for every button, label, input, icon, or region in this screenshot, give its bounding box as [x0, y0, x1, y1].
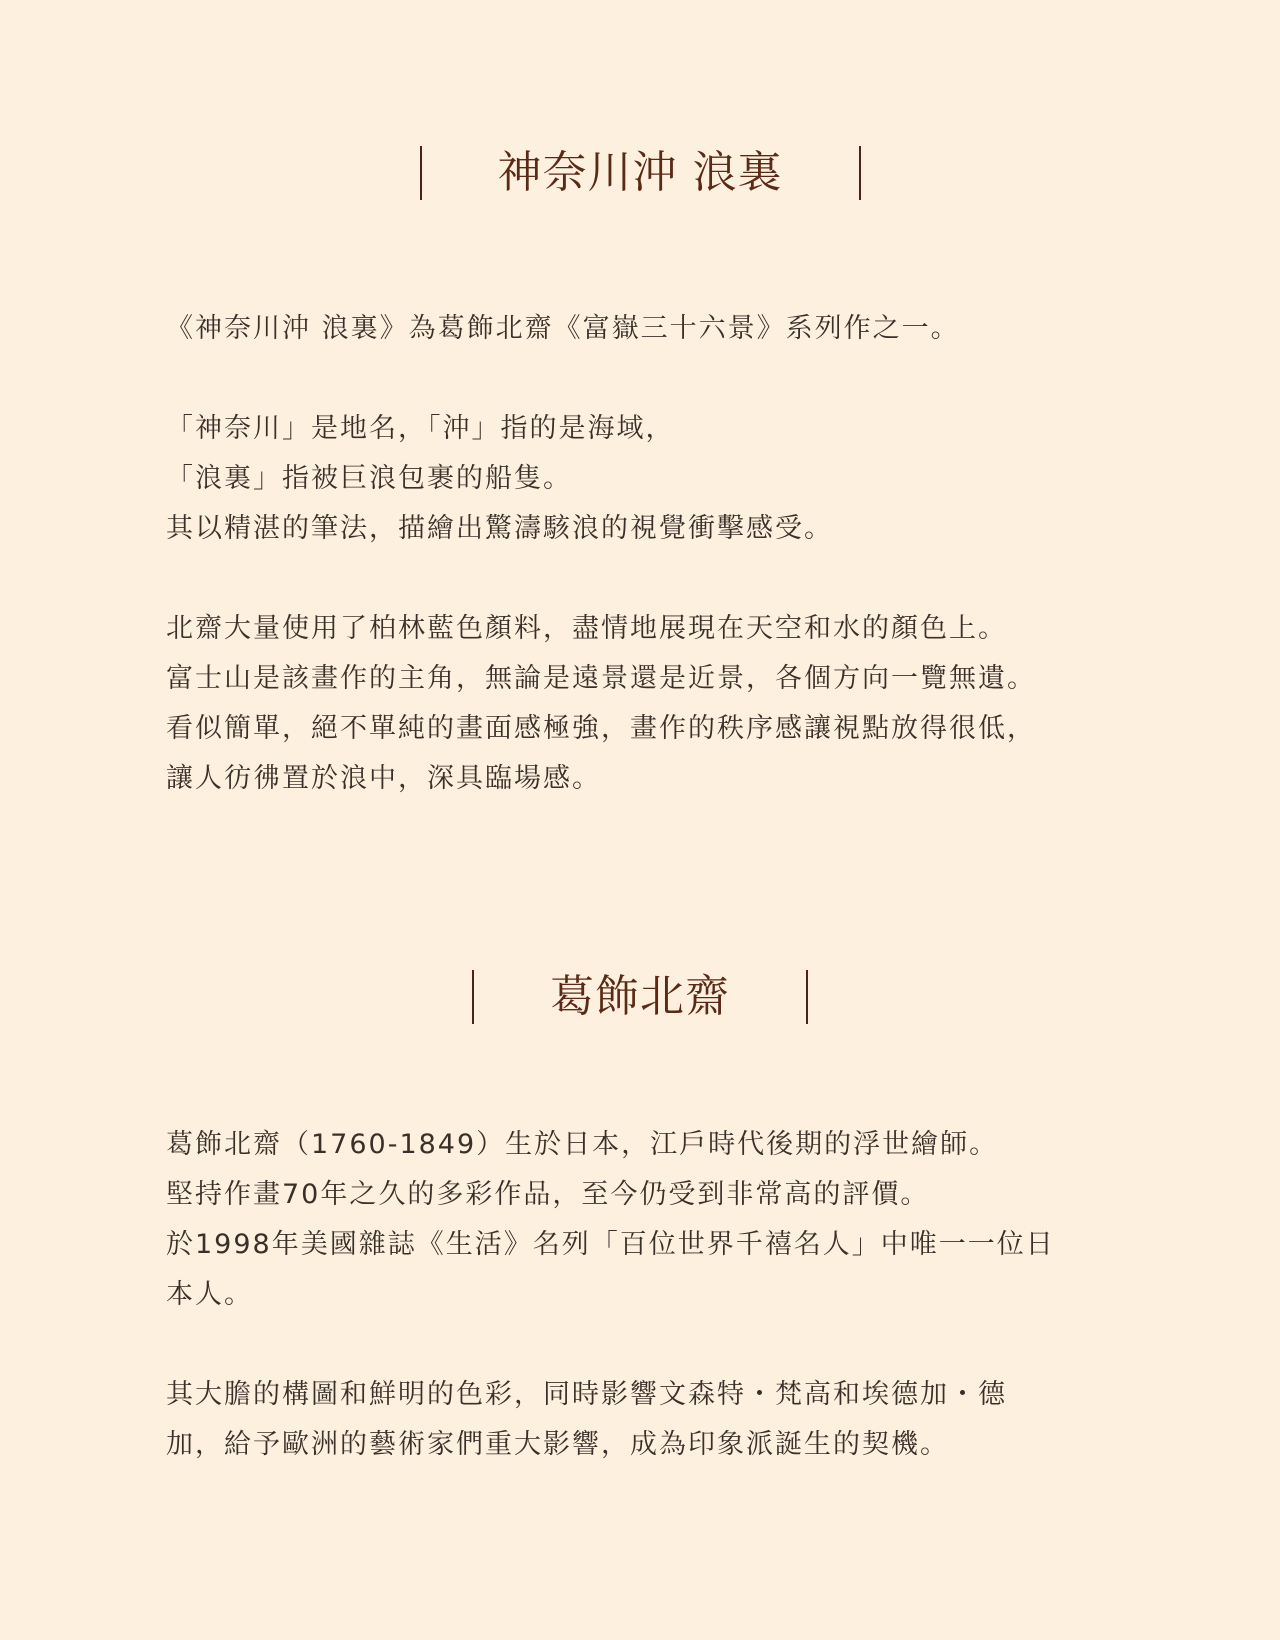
section-body — [166, 1120, 1126, 1470]
paragraph — [166, 1370, 1126, 1470]
paragraph — [166, 404, 1126, 554]
text-line: 本人。 — [166, 1279, 253, 1310]
section-heading — [0, 138, 1280, 208]
section-hokusai — [0, 962, 1280, 1520]
text-line: 加，給予歐洲的藝術家們重大影響，成為印象派誕生的契機。 — [166, 1429, 949, 1460]
text-line: 「神奈川」是地名，「沖」指的是海域， — [166, 413, 675, 444]
text-line: 讓人彷彿置於浪中，深具臨場感。 — [166, 763, 601, 794]
text-line: 《神奈川沖 浪裏》為葛飾北齋《富嶽三十六景》系列作之一。 — [166, 313, 960, 344]
paragraph — [166, 604, 1126, 804]
paragraph — [166, 1120, 1126, 1320]
heading-bar-right — [859, 146, 861, 200]
text-line: 富士山是該畫作的主角，無論是遠景還是近景，各個方向一覽無遺。 — [166, 663, 1036, 694]
text-line: 看似簡單，絕不單純的畫面感極強，畫作的秩序感讓視點放得很低， — [166, 713, 1036, 744]
paragraph — [166, 304, 1126, 354]
text-line: 其大膽的構圖和鮮明的色彩，同時影響文森特・梵高和埃德加・德 — [166, 1379, 1007, 1410]
section-title: 神奈川沖 浪裏 — [497, 147, 783, 198]
text-line: 其以精湛的筆法，描繪出驚濤駭浪的視覺衝擊感受。 — [166, 513, 833, 544]
text-line: 於1998年美國雜誌《生活》名列「百位世界千禧名人」中唯一一位日 — [166, 1229, 1055, 1260]
section-title: 葛飾北齋 — [550, 971, 730, 1022]
text-line: 堅持作畫70年之久的多彩作品，至今仍受到非常高的評價。 — [166, 1179, 930, 1210]
section-body — [166, 304, 1126, 804]
heading-bar-right — [806, 970, 808, 1024]
section-heading — [0, 962, 1280, 1032]
text-line: 「浪裏」指被巨浪包裹的船隻。 — [166, 463, 572, 494]
text-line: 葛飾北齋（1760-1849）生於日本，江戶時代後期的浮世繪師。 — [166, 1129, 999, 1160]
section-wave-painting — [0, 138, 1280, 854]
text-line: 北齋大量使用了柏林藍色顏料，盡情地展現在天空和水的顏色上。 — [166, 613, 1007, 644]
